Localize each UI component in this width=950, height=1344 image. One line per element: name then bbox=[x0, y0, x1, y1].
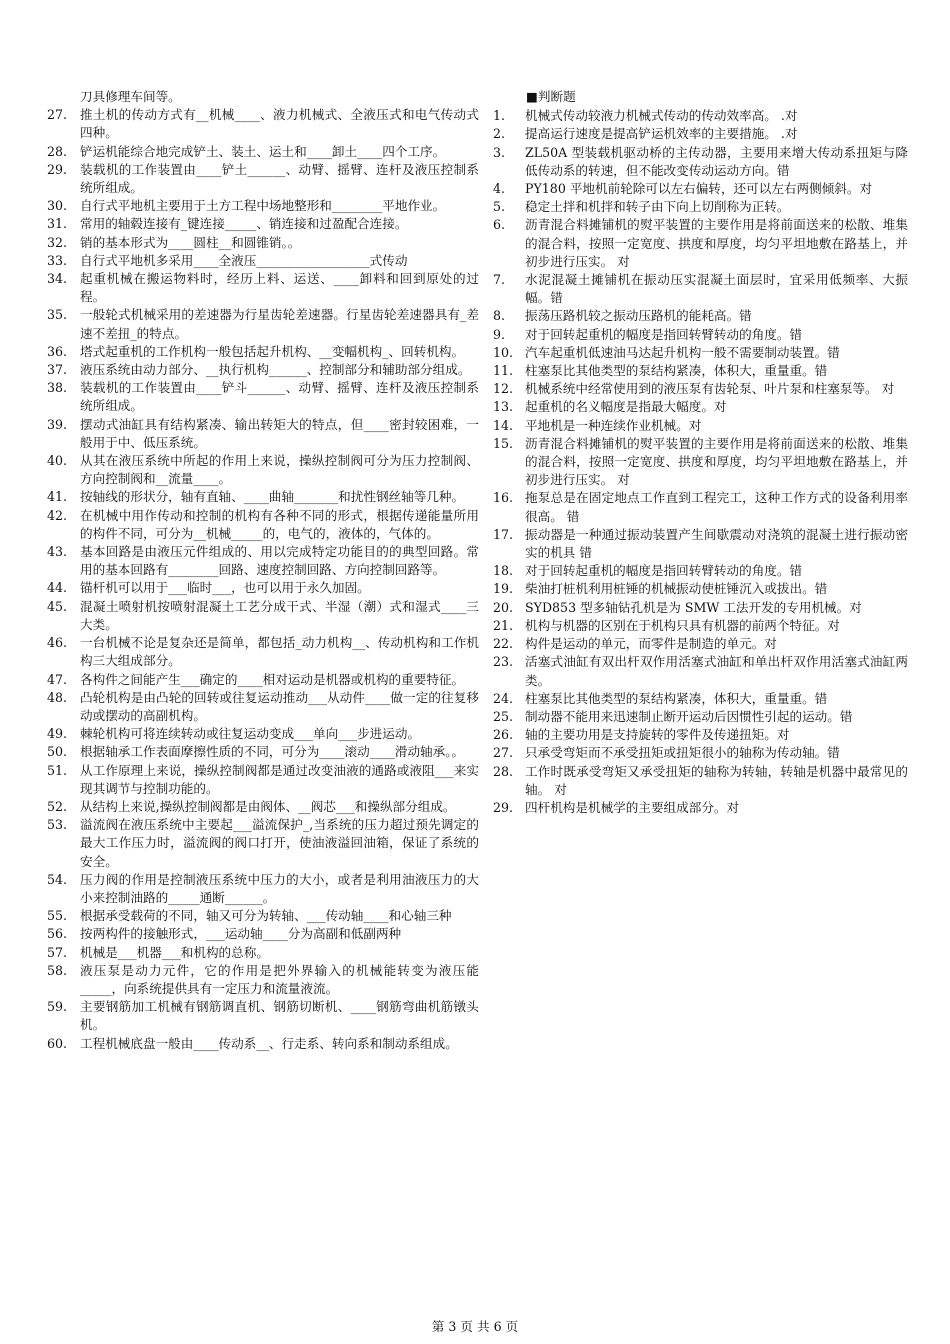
question-number: 31. bbox=[47, 216, 68, 232]
question-text: 只承受弯矩而不承受扭矩或扭矩很小的轴称为传动轴。错 bbox=[525, 745, 840, 761]
question-text: 液压系统由动力部分、__执行机构______、控制部分和辅助部分组成。 bbox=[80, 362, 471, 378]
question-number: 46. bbox=[47, 635, 68, 651]
question-item bbox=[493, 326, 908, 344]
question-item bbox=[47, 270, 479, 306]
question-item bbox=[47, 907, 479, 925]
question-number: 5. bbox=[493, 199, 506, 215]
question-item bbox=[47, 871, 479, 907]
question-item bbox=[47, 197, 479, 215]
question-number: 7. bbox=[493, 272, 506, 288]
question-item bbox=[47, 925, 479, 943]
question-text: 锚杆机可以用于___临时___，也可以用于永久加固。 bbox=[80, 580, 370, 596]
question-number: 56. bbox=[47, 926, 68, 942]
question-item bbox=[493, 744, 908, 762]
question-text: SYD853 型多轴钻孔机是为 SMW 工法开发的专用机械。对 bbox=[525, 599, 862, 615]
question-number: 24. bbox=[493, 690, 514, 706]
question-item bbox=[47, 816, 479, 871]
question-text: 工程机械底盘一般由____传动系__、行走系、转向系和制动系组成。 bbox=[80, 1035, 458, 1051]
question-number: 40. bbox=[47, 453, 68, 469]
question-text: 平地机是一种连续作业机械。对 bbox=[525, 417, 702, 433]
question-text: 机械系统中经常使用到的液压泵有齿轮泵、叶片泵和柱塞泵等。 对 bbox=[525, 381, 895, 397]
question-text: PY180 平地机前轮除可以左右偏转，还可以左右两侧倾斜。对 bbox=[525, 181, 873, 197]
question-number: 57. bbox=[47, 944, 68, 960]
question-number: 28. bbox=[47, 143, 68, 159]
question-text: 沥青混合料摊铺机的熨平装置的主要作用是将前面送来的松散、堆集的混合料，按照一定宽度、拱度和厚度，均匀平坦地敷在路基上，并初步进行压实。 对 bbox=[525, 435, 908, 488]
question-item bbox=[493, 562, 908, 580]
question-item bbox=[47, 743, 479, 761]
question-number: 47. bbox=[47, 671, 68, 687]
question-text: 起重机的名义幅度是指最大幅度。对 bbox=[525, 399, 727, 415]
question-item bbox=[47, 252, 479, 270]
question-number: 43. bbox=[47, 544, 68, 560]
question-number: 6. bbox=[493, 217, 506, 233]
question-text: 常用的轴毂连接有_键连接_____、销连接和过盈配合连接。 bbox=[80, 216, 408, 232]
question-number: 2. bbox=[493, 126, 506, 142]
question-number: 52. bbox=[47, 798, 68, 814]
question-number: 49. bbox=[47, 726, 68, 742]
question-item bbox=[493, 653, 908, 689]
question-item bbox=[47, 106, 479, 142]
question-number: 29. bbox=[47, 161, 68, 177]
question-text: 轴的主要功用是支持旋转的零件及传递扭矩。对 bbox=[525, 727, 790, 743]
question-text: 机械是___机器___和机构的总称。 bbox=[80, 944, 269, 960]
question-item bbox=[47, 798, 479, 816]
question-item bbox=[493, 144, 908, 180]
question-text: ZL50A 型装载机驱动桥的主传动器，主要用来增大传动系扭矩与降低传动系的转速，但不能改变传动运动方向。错 bbox=[525, 144, 908, 178]
question-number: 4. bbox=[493, 181, 506, 197]
question-text: 柱塞泵比其他类型的泵结构紧凑，体积大，重量重。错 bbox=[525, 363, 828, 379]
true-false-list bbox=[493, 107, 908, 817]
question-item bbox=[493, 125, 908, 143]
question-text: 工作时既承受弯矩又承受扭矩的轴称为转轴，转轴是机器中最常见的轴。 对 bbox=[525, 763, 908, 797]
question-text: 在机械中用作传动和控制的机构有各种不同的形式，根据传递能量所用的构件不同，可分为__机械_____的，电气的，液体的，气体的。 bbox=[80, 507, 479, 541]
question-text: 基本回路是由液压元件组成的、用以完成特定功能目的的典型回路。常用的基本回路有________回路、速度控制回路、方向控制回路等。 bbox=[80, 544, 479, 578]
question-number: 22. bbox=[493, 636, 514, 652]
section-title-judgement: ■判断题 bbox=[526, 89, 576, 104]
right-column bbox=[493, 88, 908, 817]
question-text: 从结构上来说,操纵控制阀都是由阀体、__阀芯___和操纵部分组成。 bbox=[80, 798, 456, 814]
question-number: 14. bbox=[493, 417, 514, 433]
question-text: 提高运行速度是提高铲运机效率的主要措施。 .对 bbox=[525, 126, 798, 142]
question-number: 30. bbox=[47, 198, 68, 214]
question-number: 55. bbox=[47, 908, 68, 924]
question-item bbox=[493, 763, 908, 799]
question-number: 20. bbox=[493, 599, 514, 615]
question-text: 一般轮式机械采用的差速器为行星齿轮差速器。行星齿轮差速器具有_差速不差扭_的特点。 bbox=[80, 307, 479, 341]
question-item bbox=[493, 708, 908, 726]
question-text: 振荡压路机较之振动压路机的能耗高。错 bbox=[525, 308, 752, 324]
question-item bbox=[493, 107, 908, 125]
question-number: 26. bbox=[493, 727, 514, 743]
question-text: 装载机的工作装置由____铲土______、动臂、摇臂、连杆及液压控制系统所组成。 bbox=[80, 161, 479, 196]
question-number: 27. bbox=[47, 107, 68, 123]
question-item bbox=[493, 198, 908, 216]
question-text: 自行式平地机主要用于土方工程中场地整形和________平地作业。 bbox=[80, 198, 446, 214]
question-text: 机构与机器的区别在于机构只具有机器的前两个特征。对 bbox=[525, 617, 840, 633]
question-item bbox=[47, 488, 479, 506]
question-item bbox=[47, 1035, 479, 1053]
question-text: 沥青混合料摊铺机的熨平装置的主要作用是将前面送来的松散、堆集的混合料，按照一定宽度、拱度和厚度，均匀平坦地敷在路基上，并初步进行压实。 对 bbox=[525, 217, 908, 269]
question-item bbox=[493, 398, 908, 416]
question-number: 8. bbox=[493, 308, 506, 324]
question-item bbox=[47, 379, 479, 415]
question-item bbox=[47, 998, 479, 1034]
question-item bbox=[47, 962, 479, 998]
question-text: 销的基本形式为____圆柱__和圆锥销。。 bbox=[80, 234, 301, 250]
question-number: 33. bbox=[47, 252, 68, 268]
question-item bbox=[493, 489, 908, 525]
question-number: 13. bbox=[493, 399, 514, 415]
left-intro: 刀具修理车间等。 bbox=[80, 89, 181, 104]
question-text: 装载机的工作装置由____铲斗______、动臂、摇臂、连杆及液压控制系统所组成。 bbox=[80, 380, 479, 414]
question-number: 54. bbox=[47, 871, 68, 887]
question-item bbox=[493, 307, 908, 325]
question-item bbox=[47, 306, 479, 342]
question-item bbox=[493, 690, 908, 708]
question-text: 塔式起重机的工作机构一般包括起升机构、__变幅机构_、回转机构。 bbox=[80, 343, 465, 359]
question-item bbox=[493, 635, 908, 653]
question-number: 48. bbox=[47, 689, 68, 705]
question-text: 凸轮机构是由凸轮的回转或往复运动推动___从动件____做一定的往复移动或摆动的高副机构。 bbox=[80, 689, 479, 723]
question-item bbox=[47, 598, 479, 634]
question-item bbox=[493, 799, 908, 817]
question-item bbox=[493, 344, 908, 362]
question-number: 12. bbox=[493, 381, 514, 397]
question-text: 一台机械不论是复杂还是简单，都包括_动力机构__、传动机构和工作机构三大组成部分。 bbox=[80, 635, 479, 669]
question-number: 38. bbox=[47, 380, 68, 396]
question-text: 构件是运动的单元，而零件是制造的单元。对 bbox=[525, 636, 777, 652]
question-text: 自行式平地机多采用____全液压__________________式传动 bbox=[80, 252, 408, 268]
question-number: 16. bbox=[493, 490, 514, 506]
question-item bbox=[47, 634, 479, 670]
question-text: 根据轴承工作表面摩擦性质的不同，可分为____滚动____滑动轴承。。 bbox=[80, 744, 465, 760]
fill-in-list bbox=[47, 106, 479, 1053]
question-item bbox=[47, 143, 479, 161]
question-item bbox=[493, 580, 908, 598]
question-item bbox=[47, 762, 479, 798]
question-item bbox=[493, 271, 908, 307]
question-text: 汽车起重机低速油马达起升机构一般不需要制动装置。错 bbox=[525, 344, 840, 360]
question-number: 42. bbox=[47, 507, 68, 523]
question-text: 各构件之间能产生___确定的____相对运动是机器或机构的重要特征。 bbox=[80, 671, 465, 687]
question-text: 四杆机构是机械学的主要组成部分。对 bbox=[525, 799, 740, 815]
question-item bbox=[47, 215, 479, 233]
question-text: 推土机的传动方式有__机械____、液力机械式、全液压式和电气传动式四种。 bbox=[80, 107, 479, 141]
question-text: 按两构件的接触形式，___运动轴____分为高副和低副两种 bbox=[80, 926, 402, 942]
question-item bbox=[493, 380, 908, 398]
question-text: 压力阀的作用是控制液压系统中压力的大小，或者是利用油液压力的大小来控制油路的_____通断______。 bbox=[80, 871, 479, 905]
question-item bbox=[493, 617, 908, 635]
question-number: 28. bbox=[493, 763, 514, 779]
question-text: 棘轮机构可将连续转动或往复运动变成___单向___步进运动。 bbox=[80, 726, 421, 742]
question-number: 32. bbox=[47, 234, 68, 250]
question-text: 根据承受载荷的不同，轴又可分为转轴、___传动轴____和心轴三种 bbox=[80, 908, 452, 924]
question-number: 11. bbox=[493, 363, 514, 379]
question-item bbox=[493, 180, 908, 198]
question-text: 活塞式油缸有双出杆双作用活塞式油缸和单出杆双作用活塞式油缸两类。 bbox=[525, 654, 908, 688]
question-item bbox=[493, 362, 908, 380]
question-text: 拖泵总是在固定地点工作直到工程完工，这种工作方式的设备利用率很高。 错 bbox=[525, 490, 908, 524]
question-text: 水泥混凝土摊铺机在振动压实混凝土面层时，宜采用低频率、大振幅。错 bbox=[525, 272, 908, 306]
question-number: 60. bbox=[47, 1035, 68, 1051]
question-text: 液压泵是动力元件，它的作用是把外界输入的机械能转变为液压能_____，向系统提供具有一定压力和流量液流。 bbox=[80, 962, 479, 996]
question-text: 稳定土拌和机拌和转子由下向上切削称为正转。 bbox=[525, 199, 790, 215]
question-item bbox=[47, 689, 479, 725]
question-item bbox=[47, 343, 479, 361]
question-number: 23. bbox=[493, 654, 514, 670]
question-number: 35. bbox=[47, 307, 68, 323]
question-number: 27. bbox=[493, 745, 514, 761]
question-number: 39. bbox=[47, 416, 68, 432]
question-item bbox=[47, 579, 479, 597]
question-number: 53. bbox=[47, 817, 68, 833]
question-number: 59. bbox=[47, 999, 68, 1015]
question-item bbox=[47, 671, 479, 689]
question-number: 21. bbox=[493, 617, 514, 633]
question-number: 44. bbox=[47, 580, 68, 596]
question-item bbox=[493, 417, 908, 435]
page-footer: 第 3 页 共 6 页 bbox=[431, 1319, 519, 1334]
question-text: 混凝土喷射机按喷射混凝土工艺分成干式、半湿（潮）式和湿式____三大类。 bbox=[80, 598, 479, 632]
question-text: 铲运机能综合地完成铲土、装土、运土和____卸土____四个工序。 bbox=[80, 143, 446, 159]
question-number: 50. bbox=[47, 744, 68, 760]
question-item bbox=[493, 526, 908, 562]
question-number: 1. bbox=[493, 108, 506, 124]
question-item bbox=[47, 234, 479, 252]
question-item bbox=[47, 543, 479, 579]
question-text: 溢流阀在液压系统中主要起___溢流保护_,当系统的压力超过预先调定的最大工作压力时，溢流阀的阀口打开，使油液溢回油箱，保证了系统的安全。 bbox=[80, 817, 479, 869]
question-number: 58. bbox=[47, 962, 68, 978]
question-number: 36. bbox=[47, 343, 68, 359]
question-number: 10. bbox=[493, 344, 514, 360]
question-number: 34. bbox=[47, 271, 68, 287]
question-number: 9. bbox=[493, 326, 506, 342]
question-item bbox=[47, 507, 479, 543]
question-text: 机械式传动较液力机械式传动的传动效率高。 .对 bbox=[525, 108, 798, 124]
question-number: 17. bbox=[493, 526, 514, 542]
question-number: 18. bbox=[493, 563, 514, 579]
question-text: 柴油打桩机利用桩锤的机械振动使桩锤沉入或拔出。错 bbox=[525, 581, 828, 597]
question-text: 制动器不能用来迅速制止断开运动后因惯性引起的运动。错 bbox=[525, 708, 853, 724]
question-text: 柱塞泵比其他类型的泵结构紧凑，体积大，重量重。错 bbox=[525, 690, 828, 706]
question-item bbox=[47, 416, 479, 452]
question-item bbox=[47, 361, 479, 379]
question-item bbox=[493, 599, 908, 617]
question-item bbox=[493, 216, 908, 271]
question-text: 主要钢筋加工机械有钢筋调直机、钢筋切断机、____钢筋弯曲机筋镦头机。 bbox=[80, 999, 479, 1033]
question-number: 15. bbox=[493, 435, 514, 451]
question-number: 45. bbox=[47, 598, 68, 614]
question-number: 19. bbox=[493, 581, 514, 597]
left-column bbox=[47, 88, 479, 1053]
question-text: 从其在液压系统中所起的作用上来说，操纵控制阀可分为压力控制阀、方向控制阀和__流量____。 bbox=[80, 453, 479, 487]
question-number: 3. bbox=[493, 144, 506, 160]
question-number: 29. bbox=[493, 799, 514, 815]
question-text: 对于回转起重机的幅度是指回转臂转动的角度。错 bbox=[525, 326, 803, 342]
question-text: 从工作原理上来说，操纵控制阀都是通过改变油液的通路或液阻___来实现其调节与控制功能的。 bbox=[80, 762, 479, 796]
question-text: 振动器是一种通过振动装置产生间歇震动对浇筑的混凝土进行振动密实的机具 错 bbox=[525, 526, 908, 561]
question-number: 25. bbox=[493, 708, 514, 724]
question-number: 37. bbox=[47, 362, 68, 378]
question-text: 对于回转起重机的幅度是指回转臂转动的角度。错 bbox=[525, 563, 803, 579]
question-text: 按轴线的形状分，轴有直轴、____曲轴_______和扰性钢丝轴等几种。 bbox=[80, 489, 465, 505]
question-item bbox=[493, 726, 908, 744]
question-item bbox=[493, 435, 908, 490]
question-text: 起重机械在搬运物料时，经历上料、运送、____卸料和回到原处的过程。 bbox=[80, 271, 479, 305]
question-number: 51. bbox=[47, 762, 68, 778]
question-item bbox=[47, 725, 479, 743]
question-text: 摆动式油缸具有结构紧凑、输出转矩大的特点，但____密封较困难，一般用于中、低压系统。 bbox=[80, 416, 479, 450]
question-item bbox=[47, 161, 479, 197]
question-item bbox=[47, 452, 479, 488]
question-number: 41. bbox=[47, 489, 68, 505]
question-item bbox=[47, 944, 479, 962]
